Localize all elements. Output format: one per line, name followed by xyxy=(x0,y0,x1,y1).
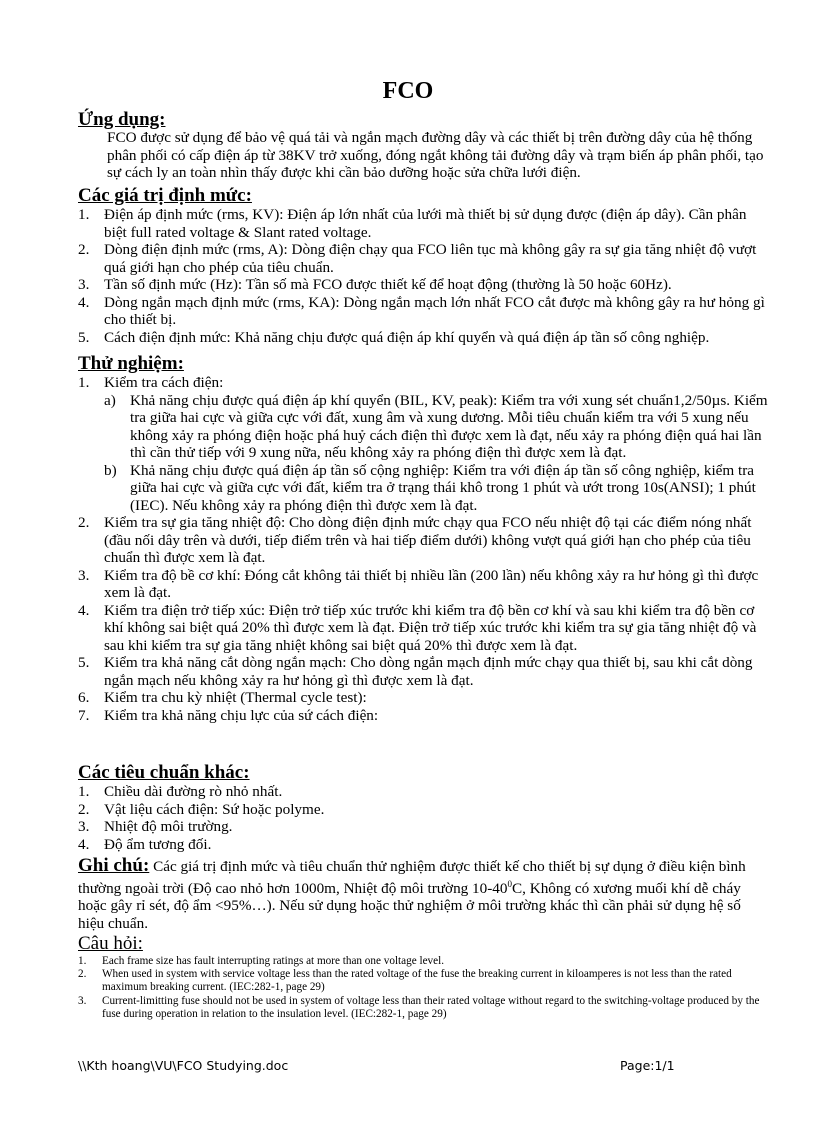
list-cau-hoi xyxy=(78,955,768,1021)
note-label: Ghi chú: xyxy=(78,855,150,876)
list-number: 3. xyxy=(78,566,90,584)
list-item xyxy=(78,783,768,801)
list-text: Kiểm tra điện trở tiếp xúc: Điện trở tiếp xúc trước khi kiểm tra độ bền cơ khí và sau khi kiểm tra độ bền cơ khí không sai biệt quá 20% thì được xem là đạt. Điện trở tiếp xúc trước khi kiểm tra sự gia tăng nhiệt độ và sau khi kiểm tra sự gia tăng nhiệt không sai biệt quá 20% thì được xem là đạt. xyxy=(104,601,757,654)
heading-ung-dung: Ứng dụng: xyxy=(78,109,166,130)
list-text: Độ ẩm tương đối. xyxy=(104,835,212,853)
list-text: Tần số định mức (Hz): Tần số mà FCO được thiết kế để hoạt động (thường là 50 hoặc 60Hz). xyxy=(104,276,672,293)
list-item xyxy=(78,374,770,514)
list-item xyxy=(78,602,770,655)
list-text: Each frame size has fault interrupting ratings at more than one voltage level. xyxy=(102,955,445,967)
list-number: 5. xyxy=(78,328,90,346)
list-item xyxy=(78,276,768,294)
list-tieu-chuan xyxy=(78,783,768,853)
list-item xyxy=(78,654,770,689)
list-number: 1. xyxy=(78,955,87,967)
list-item xyxy=(78,241,768,276)
list-number: 3. xyxy=(78,994,87,1007)
list-item xyxy=(78,801,768,819)
list-number: 1. xyxy=(78,206,90,223)
list-item xyxy=(78,955,768,968)
sublist-cach-dien xyxy=(104,392,770,515)
list-item xyxy=(78,514,770,567)
list-number: 3. xyxy=(78,818,90,835)
page-title: FCO xyxy=(382,78,434,104)
footer-file-path: \\Kth hoang\VU\FCO Studying.doc xyxy=(78,1058,289,1073)
heading-cau-hoi: Câu hỏi: xyxy=(78,933,143,954)
list-item xyxy=(78,294,768,329)
sublist-text: Khả năng chịu được quá điện áp khí quyển (BIL, KV, peak): Kiểm tra với xung sét chuẩn1,2/50µs. Kiểm tra giữa hai cực và giữa cực với đất, xung âm và xung dương. Mỗi tiêu chuẩn kiểm tra với 5 xung nếu không xảy ra phóng điện hoặc phá huỷ cách điện thì được xem là đạt, nếu xảy ra phóng điện quá hai lần thì cần thử tiếp với 9 xung nữa, nếu không xảy ra phóng điện thì được xem là đạt. xyxy=(130,391,768,461)
list-item xyxy=(78,689,770,707)
sublist-item xyxy=(104,392,770,462)
sublist-letter: a) xyxy=(104,391,116,409)
list-number: 1. xyxy=(78,783,90,800)
list-number: 4. xyxy=(78,835,90,853)
heading-thu-nghiem: Thử nghiệm: xyxy=(78,353,184,374)
list-item xyxy=(78,995,768,1021)
list-text: When used in system with service voltage less than the rated voltage of the fuse the breaking current in kiloamperes is not less than the rated maximum breaking current. (IEC:282-1, page 29) xyxy=(102,968,732,994)
list-number: 4. xyxy=(78,293,90,311)
list-text: Kiểm tra độ bề cơ khí: Đóng cắt không tải thiết bị nhiều lần (200 lần) nếu không xảy ra hư hỏng gì thì được xem là đạt. xyxy=(104,566,759,601)
list-number: 2. xyxy=(78,800,90,818)
heading-dinh-muc: Các giá trị định mức: xyxy=(78,185,252,206)
list-text: Cách điện định mức: Khả năng chịu được quá điện áp khí quyển và quá điện áp tần số công nghiệp. xyxy=(104,328,710,346)
list-number: 7. xyxy=(78,706,90,724)
sublist-letter: b) xyxy=(104,461,117,479)
list-text: Kiểm tra sự gia tăng nhiệt độ: Cho dòng điện định mức chạy qua FCO nếu nhiệt độ tại các điểm nóng nhất (đầu nối dây trên và dưới, tiếp điểm trên và hai tiếp điểm dưới) không vượt quá giới hạn cho phép của tiêu chuẩn thì được xem là đạt. xyxy=(104,514,752,566)
note-text-before: Các giá trị định mức và tiêu chuẩn thử nghiệm được thiết kế cho thiết bị sự dụng ở điều kiện bình thường ngoài trời (Độ cao nhỏ hơn 1000m, Nhiệt độ môi trường 10-40 xyxy=(78,858,746,897)
paragraph-ung-dung: FCO được sử dụng để bảo vệ quá tải và ngắn mạch đường dây và các thiết bị trên đường dây của hệ thống phân phối có cấp điện áp từ 38KV trở xuống, đóng ngắt không tải đường dây và trạm biến áp phân phối, tạo sự cách ly an toàn nhìn thấy được khi cần bảo dưỡng hoặc sửa chữa lưới điện. xyxy=(107,129,764,181)
list-text: Kiểm tra chu kỳ nhiệt (Thermal cycle test): xyxy=(104,689,367,706)
list-thu-nghiem xyxy=(78,374,770,724)
note-text-after: C, Không có xương muối khí dễ cháy hoặc gây rỉ sét, độ ẩm <95%…). Nếu sử dụng hoặc thử nghiệm ở môi trường khác thì cần phải sử dụng hệ số hiệu chuẩn. xyxy=(78,879,741,932)
list-item xyxy=(78,836,768,854)
sublist-item xyxy=(104,462,770,515)
list-number: 1. xyxy=(78,374,90,391)
list-number: 3. xyxy=(78,276,90,293)
list-item xyxy=(78,707,770,725)
list-dinh-muc xyxy=(78,206,768,346)
list-text: Kiểm tra khả năng cắt dòng ngắn mạch: Cho dòng ngắn mạch định mức chạy qua thiết bị, sau khi cắt dòng ngắn mạch nếu không xảy ra hư hỏng gì thì được xem là đạt. xyxy=(104,654,753,689)
list-item xyxy=(78,206,768,241)
list-item xyxy=(78,329,768,347)
list-item xyxy=(78,968,768,994)
list-text: Điện áp định mức (rms, KV): Điện áp lớn nhất của lưới mà thiết bị sử dụng được (điện áp dây). Cần phân biệt full rated voltage & Slant rated voltage. xyxy=(104,206,747,241)
list-text: Dòng điện định mức (rms, A): Dòng điện chạy qua FCO liên tục mà không gây ra sự gia tăng nhiệt độ vượt quá giới hạn cho phép của tiêu chuẩn. xyxy=(104,241,757,276)
list-number: 4. xyxy=(78,601,90,619)
note-superscript: 0 xyxy=(507,878,512,889)
list-text: Kiểm tra khả năng chịu lực của sứ cách điện: xyxy=(104,706,379,724)
list-text: Vật liệu cách điện: Sứ hoặc polyme. xyxy=(104,800,325,818)
list-item xyxy=(78,818,768,836)
list-number: 2. xyxy=(78,514,90,531)
footer-page-number: Page:1/1 xyxy=(620,1058,675,1073)
list-item xyxy=(78,567,770,602)
list-number: 2. xyxy=(78,241,90,258)
note-paragraph xyxy=(78,857,768,932)
list-number: 6. xyxy=(78,689,90,706)
list-text: Current-limitting fuse should not be used in system of voltage less than their rated voltage without regard to the switching-voltage produced by the fuse during operation in relation to the insulation level. (IEC:282-1, page 29) xyxy=(102,994,760,1020)
list-number: 2. xyxy=(78,968,87,981)
list-text: Dòng ngắn mạch định mức (rms, KA): Dòng ngắn mạch lớn nhất FCO cắt được mà không gây ra hư hỏng gì cho thiết bị. xyxy=(104,293,765,328)
list-text: Nhiệt độ môi trường. xyxy=(104,818,233,835)
sublist-text: Khả năng chịu được quá điện áp tần số cộng nghiệp: Kiểm tra với điện áp tần số công nghiệp, kiểm tra giữa hai cực và giữa cực với đất, kiểm tra ở trạng thái khô trong 1 phút và ướt trong 10s(ANSI); 1 phút (IEC). Nếu không xảy ra phóng điện thì được xem là đạt. xyxy=(130,461,756,514)
list-text: Kiểm tra cách điện: xyxy=(104,374,224,391)
heading-tieu-chuan: Các tiêu chuẩn khác: xyxy=(78,762,250,783)
list-text: Chiều dài đường rò nhỏ nhất. xyxy=(104,783,283,800)
list-number: 5. xyxy=(78,654,90,671)
